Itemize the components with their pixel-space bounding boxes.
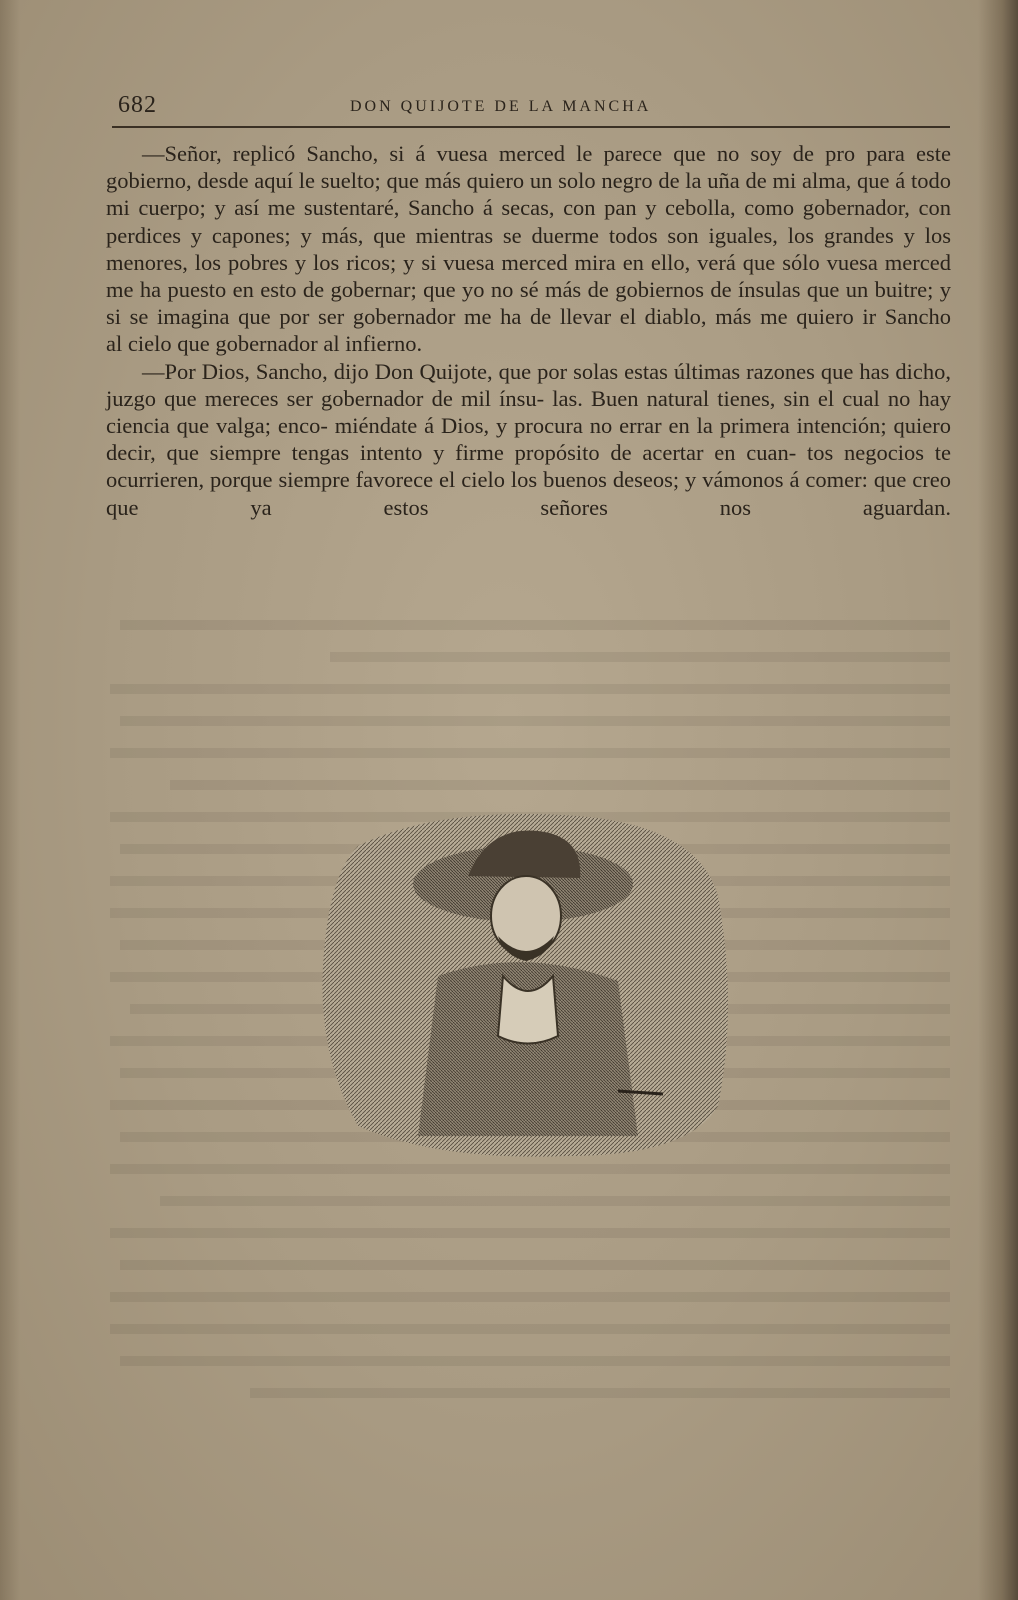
page-right-edge-shadow <box>978 0 1018 1600</box>
text-line: deseos; y vámonos á comer: que creo que ya estos señores nos aguardan. <box>106 467 952 520</box>
paragraph-sancho-reply-end <box>106 330 951 357</box>
text-line: —Por Dios, Sancho, dijo Don Quijote, que por solas estas últimas <box>142 358 741 384</box>
text-line: decir, que siempre tengas intento y firme propósito de acertar en cuan- <box>106 440 797 466</box>
text-line: y los menores, los pobres y los ricos; y si vuesa merced mira en ello, <box>106 222 951 275</box>
page-left-edge-shadow <box>0 0 20 1600</box>
text-line: no sé más de gobiernos de ínsulas que un buitre; y si se imagina que <box>106 277 952 330</box>
paragraph-quijote-reply <box>106 358 951 521</box>
paragraph-sancho-reply <box>106 140 951 330</box>
text-line: las. Buen natural tienes, sin el cual no hay ciencia que valga; enco- <box>106 385 951 439</box>
text-line: pro para este gobierno, desde aquí le suelto; que más quiero un solo <box>106 141 951 194</box>
text-line: al cielo que gobernador al infierno. <box>106 331 423 357</box>
text-line: miéndate á Dios, y procura no errar en la primera intención; quiero <box>334 413 951 439</box>
page-header <box>118 92 946 122</box>
text-line: por ser gobernador me ha de llevar el diablo, más me quiero ir Sancho <box>279 304 951 330</box>
page-number: 682 <box>118 92 157 118</box>
text-line: capones; y más, que mientras se duerme todos son iguales, los grandes <box>211 222 894 248</box>
text-line: razones que has dicho, juzgo que mereces ser gobernador de mil ínsu- <box>106 358 951 411</box>
sancho-panza-engraving-icon <box>318 806 738 1166</box>
text-line: negro de la uña de mi alma, que á todo mi cuerpo; y así me sustentaré, <box>106 168 951 221</box>
running-title: DON QUIJOTE DE LA MANCHA <box>350 98 652 115</box>
text-line: Sancho á secas, con pan y cebolla, como gobernador, con perdices y <box>106 195 951 248</box>
header-rule <box>112 126 950 128</box>
engraving-svg <box>318 806 738 1166</box>
text-line: verá que sólo vuesa merced me ha puesto en esto de gobernar; que yo <box>106 249 952 303</box>
torso <box>418 962 638 1136</box>
text-line: —Señor, replicó Sancho, si á vuesa merced le parece que no soy de <box>142 141 815 166</box>
text-line: tos negocios te ocurrieren, porque siempre favorece el cielo los buenos <box>106 440 951 493</box>
body-text <box>106 140 951 521</box>
